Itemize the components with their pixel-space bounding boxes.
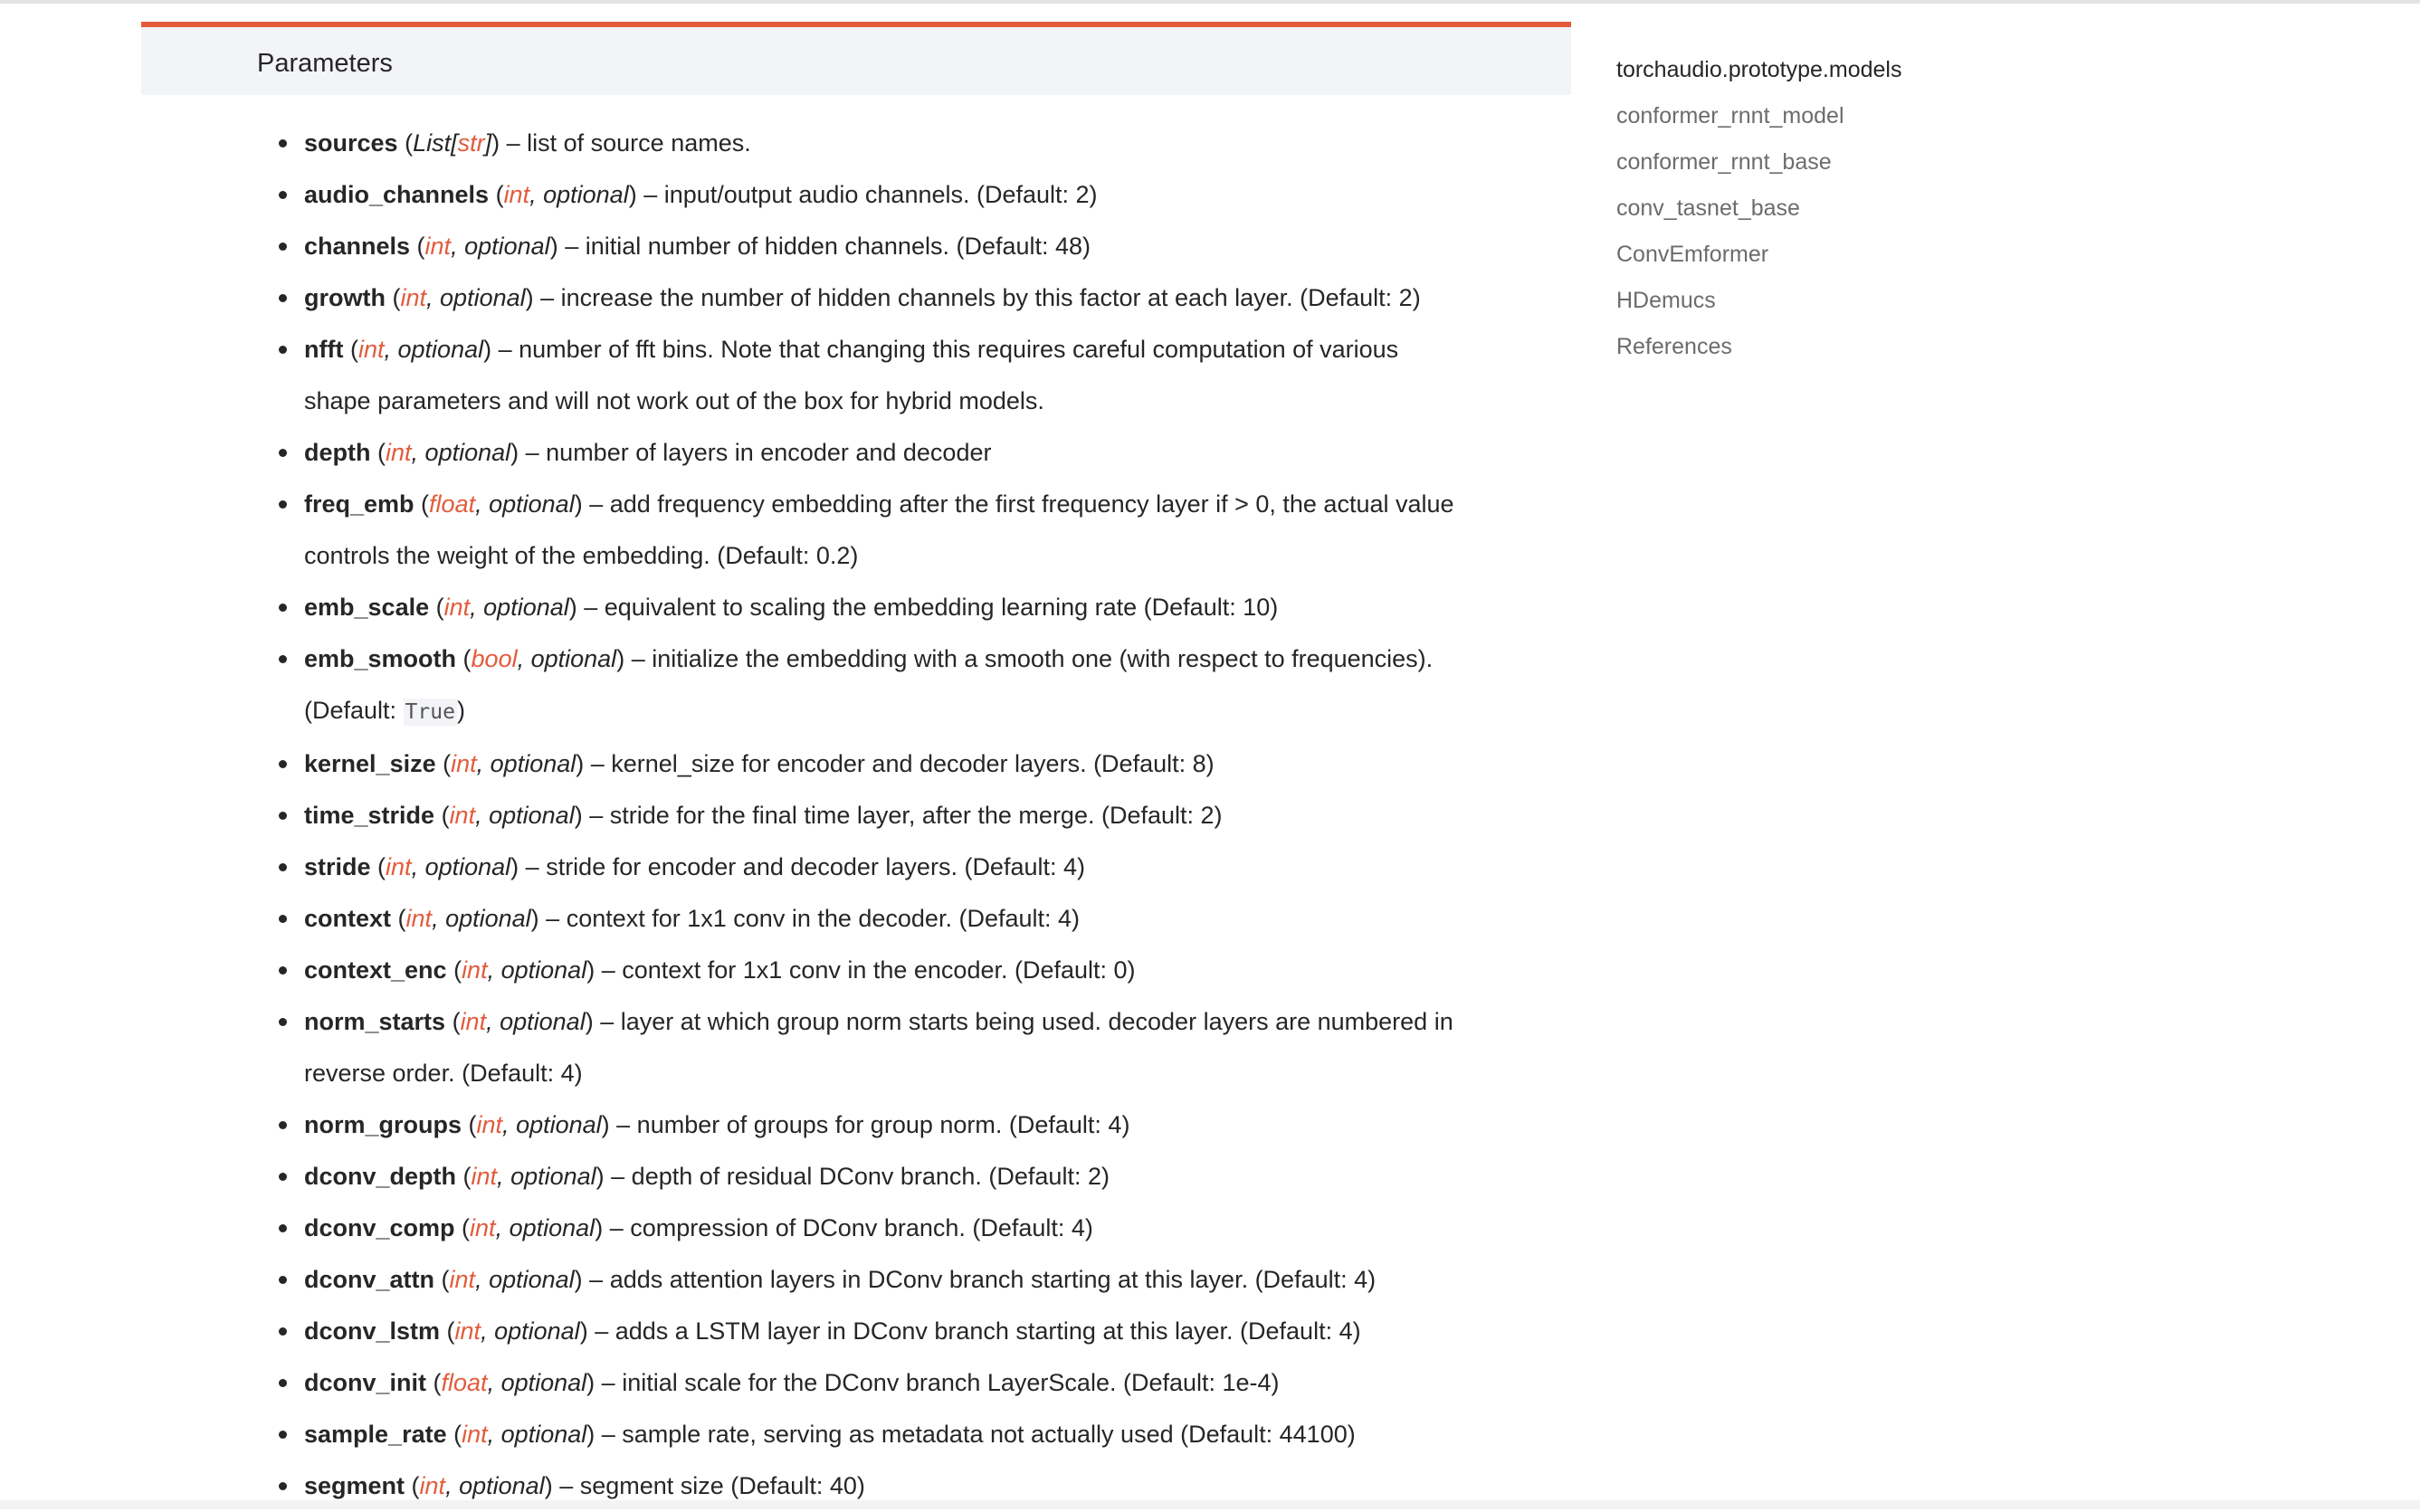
parameter-name: segment xyxy=(304,1472,405,1499)
parameter-item xyxy=(272,479,1575,582)
optional-label: optional xyxy=(459,1472,545,1499)
parameter-description: – context for 1x1 conv in the encoder. (Default: 0) xyxy=(595,956,1136,984)
parameters-title: Parameters xyxy=(257,49,393,78)
parameter-type-link[interactable]: int xyxy=(476,1111,503,1138)
parameter-type-link[interactable]: int xyxy=(451,750,477,777)
paren: ( xyxy=(462,1111,477,1138)
parameter-name: emb_scale xyxy=(304,594,430,621)
paren: ( xyxy=(435,750,452,777)
parameter-description: – adds attention layers in DConv branch starting at this layer. (Default: 4) xyxy=(582,1266,1377,1293)
parameter-type-link[interactable]: str xyxy=(457,129,485,157)
paren: ) xyxy=(491,129,500,157)
parameter-description: – number of groups for group norm. (Default: 4) xyxy=(609,1111,1130,1138)
paren: ( xyxy=(370,853,386,880)
table-of-contents xyxy=(1616,47,1901,370)
parameter-type-link[interactable]: int xyxy=(400,284,427,311)
parameters-header xyxy=(141,22,1571,95)
paren: ( xyxy=(456,645,472,672)
comma: , xyxy=(481,1317,495,1345)
optional-label: optional xyxy=(483,594,569,621)
parameter-description: – compression of DConv branch. (Default: 4) xyxy=(603,1214,1093,1241)
parameter-description: – list of source names. xyxy=(500,129,751,157)
parameter-description: – initial scale for the DConv branch LayerScale. (Default: 1e-4) xyxy=(595,1369,1280,1396)
parameter-name: dconv_attn xyxy=(304,1266,435,1293)
paren: ( xyxy=(429,594,444,621)
parameter-description: – adds a LSTM layer in DConv branch starting at this layer. (Default: 4) xyxy=(587,1317,1361,1345)
parameter-description: – add frequency embedding after the first frequency layer if > 0, the actual value xyxy=(582,490,1454,518)
optional-label: optional xyxy=(489,490,575,518)
parameter-name: emb_smooth xyxy=(304,645,457,672)
parameter-name: norm_starts xyxy=(304,1008,446,1035)
parameter-description: – layer at which group norm starts being used. decoder layers are numbered in xyxy=(593,1008,1453,1035)
bottom-edge xyxy=(0,1500,2420,1509)
parameter-name: channels xyxy=(304,233,411,260)
parameter-description-continued: reverse order. (Default: 4) xyxy=(304,1060,583,1087)
optional-label: optional xyxy=(516,1111,602,1138)
paren: ( xyxy=(385,284,401,311)
parameter-item xyxy=(272,1254,1575,1306)
paren: ) xyxy=(456,697,465,724)
parameter-item xyxy=(272,842,1575,893)
top-divider xyxy=(0,0,2420,4)
optional-label: optional xyxy=(489,802,575,829)
optional-label: optional xyxy=(500,956,587,984)
comma: , xyxy=(495,1214,510,1241)
parameter-type-link[interactable]: float xyxy=(441,1369,488,1396)
comma: , xyxy=(426,284,441,311)
parameter-type-link[interactable]: int xyxy=(454,1317,481,1345)
toc-link-conformer-rnnt-model[interactable]: conformer_rnnt_model xyxy=(1616,103,1844,128)
comma: , xyxy=(475,490,490,518)
optional-label: optional xyxy=(530,645,617,672)
optional-label: optional xyxy=(509,1214,595,1241)
paren: ( xyxy=(370,439,386,466)
paren: ) xyxy=(576,750,585,777)
optional-label: optional xyxy=(445,905,531,932)
parameter-description: – context for 1x1 conv in the decoder. (Default: 4) xyxy=(538,905,1081,932)
parameter-item xyxy=(272,221,1575,272)
paren: ( xyxy=(343,336,358,363)
optional-label: optional xyxy=(489,1266,575,1293)
comma: , xyxy=(432,905,446,932)
comma: , xyxy=(486,1008,500,1035)
parameter-type-link[interactable]: int xyxy=(470,1214,496,1241)
paren: ( xyxy=(445,1008,461,1035)
parameter-item xyxy=(272,1151,1575,1203)
parameter-name: audio_channels xyxy=(304,181,490,208)
type-prefix: List[ xyxy=(413,129,458,157)
optional-label: optional xyxy=(500,1008,586,1035)
parameter-name: nfft xyxy=(304,336,344,363)
paren: ( xyxy=(440,1317,455,1345)
parameter-type-link[interactable]: float xyxy=(429,490,476,518)
parameter-item xyxy=(272,1306,1575,1357)
paren: ) xyxy=(510,439,519,466)
parameter-name: growth xyxy=(304,284,386,311)
parameter-type-link[interactable]: int xyxy=(449,802,476,829)
parameter-item xyxy=(272,790,1575,842)
paren: ) xyxy=(601,1111,610,1138)
parameter-description: – depth of residual DConv branch. (Default: 2) xyxy=(604,1163,1110,1190)
parameter-name: stride xyxy=(304,853,371,880)
paren: ) xyxy=(595,1214,604,1241)
comma: , xyxy=(502,1111,517,1138)
parameter-description-continued: controls the weight of the embedding. (Default: 0.2) xyxy=(304,542,859,569)
comma: , xyxy=(411,853,425,880)
parameter-description: – kernel_size for encoder and decoder layers. (Default: 8) xyxy=(584,750,1215,777)
paren: ( xyxy=(426,1369,442,1396)
paren: ( xyxy=(414,490,430,518)
parameter-description: – input/output audio channels. (Default: 2) xyxy=(636,181,1098,208)
parameter-list xyxy=(272,118,1575,1512)
paren: ( xyxy=(405,1472,420,1499)
parameter-item xyxy=(272,1099,1575,1151)
parameter-name: time_stride xyxy=(304,802,435,829)
comma: , xyxy=(529,181,544,208)
parameter-type-link[interactable]: int xyxy=(405,905,433,932)
comma: , xyxy=(451,233,465,260)
comma: , xyxy=(470,594,484,621)
toc-link-hdemucs[interactable]: HDemucs xyxy=(1616,288,1716,313)
paren: ) xyxy=(579,1317,588,1345)
parameter-item xyxy=(272,1357,1575,1409)
parameter-description: – sample rate, serving as metadata not actually used (Default: 44100) xyxy=(595,1421,1356,1448)
comma: , xyxy=(411,439,425,466)
paren: ( xyxy=(397,129,414,157)
toc-link-conv-tasnet-base[interactable]: conv_tasnet_base xyxy=(1616,195,1800,221)
parameter-type-link[interactable]: int xyxy=(386,853,412,880)
paren: ( xyxy=(410,233,425,260)
parameter-type-link[interactable]: int xyxy=(503,181,530,208)
paren: ) xyxy=(616,645,625,672)
parameter-item xyxy=(272,1409,1575,1460)
parameter-name: context xyxy=(304,905,392,932)
parameter-name: dconv_lstm xyxy=(304,1317,441,1345)
paren: ( xyxy=(489,181,504,208)
optional-label: optional xyxy=(500,1421,587,1448)
parameter-type-link[interactable]: int xyxy=(443,594,471,621)
optional-label: optional xyxy=(424,439,511,466)
parameter-name: sources xyxy=(304,129,398,157)
parameter-description: – number of layers in encoder and decoder xyxy=(519,439,992,466)
parameter-item xyxy=(272,169,1575,221)
optional-label: optional xyxy=(510,1163,596,1190)
parameter-name: freq_emb xyxy=(304,490,414,518)
comma: , xyxy=(384,336,398,363)
parameter-description: – initial number of hidden channels. (Default: 48) xyxy=(557,233,1091,260)
parameter-name: sample_rate xyxy=(304,1421,447,1448)
comma: , xyxy=(476,750,491,777)
paren: ( xyxy=(446,956,462,984)
parameter-type-link[interactable]: int xyxy=(471,1163,498,1190)
parameter-name: dconv_comp xyxy=(304,1214,455,1241)
paren: ) xyxy=(530,905,539,932)
parameter-type-link[interactable]: int xyxy=(419,1472,446,1499)
toc-link-conformer-rnnt-base[interactable]: conformer_rnnt_base xyxy=(1616,149,1832,175)
comma: , xyxy=(475,1266,490,1293)
parameter-description: – increase the number of hidden channels by this factor at each layer. (Default: 2) xyxy=(533,284,1421,311)
paren: ( xyxy=(434,802,450,829)
comma: , xyxy=(487,1369,501,1396)
parameter-description: – initialize the embedding with a smooth one (with respect to frequencies). xyxy=(624,645,1434,672)
comma: , xyxy=(487,956,501,984)
paren: ( xyxy=(446,1421,462,1448)
paren: ( xyxy=(391,905,406,932)
parameter-name: context_enc xyxy=(304,956,447,984)
comma: , xyxy=(487,1421,501,1448)
optional-label: optional xyxy=(490,750,576,777)
parameter-type-link[interactable]: int xyxy=(357,336,385,363)
parameter-name: dconv_depth xyxy=(304,1163,457,1190)
parameter-description: – number of fft bins. Note that changing this requires careful computation of various xyxy=(491,336,1399,363)
parameter-item xyxy=(272,582,1575,633)
paren: ) xyxy=(544,1472,553,1499)
optional-label: optional xyxy=(500,1369,587,1396)
comma: , xyxy=(475,802,490,829)
parameter-description-continued: shape parameters and will not work out of the box for hybrid models. xyxy=(304,387,1044,414)
paren: ) xyxy=(586,1369,595,1396)
parameter-description: – equivalent to scaling the embedding learning rate (Default: 10) xyxy=(576,594,1279,621)
paren: ) xyxy=(586,1421,595,1448)
paren: ) xyxy=(574,1266,583,1293)
paren: ) xyxy=(525,284,534,311)
parameter-type-link[interactable]: int xyxy=(449,1266,476,1293)
optional-label: optional xyxy=(440,284,526,311)
parameter-type-link[interactable]: int xyxy=(386,439,412,466)
parameter-item xyxy=(272,272,1575,324)
parameter-item xyxy=(272,427,1575,479)
parameter-name: kernel_size xyxy=(304,750,436,777)
optional-label: optional xyxy=(397,336,484,363)
paren: ) xyxy=(483,336,492,363)
parameter-type-link[interactable]: int xyxy=(462,1421,488,1448)
paren: ( xyxy=(456,1163,472,1190)
parameter-item xyxy=(272,1203,1575,1254)
optional-label: optional xyxy=(464,233,550,260)
comma: , xyxy=(445,1472,460,1499)
paren: ) xyxy=(586,956,595,984)
comma: , xyxy=(517,645,531,672)
parameter-name: dconv_init xyxy=(304,1369,427,1396)
paren: ( xyxy=(454,1214,471,1241)
toc-title-link[interactable]: torchaudio.prototype.models xyxy=(1616,57,1902,82)
paren: ( xyxy=(434,1266,450,1293)
paren: ) xyxy=(549,233,558,260)
parameter-name: depth xyxy=(304,439,371,466)
optional-label: optional xyxy=(494,1317,580,1345)
parameter-item xyxy=(272,738,1575,790)
parameter-type-link[interactable]: bool xyxy=(471,645,518,672)
parameter-item xyxy=(272,324,1575,427)
parameter-type-link[interactable]: int xyxy=(460,1008,487,1035)
paren: ) xyxy=(574,802,583,829)
parameter-type-link[interactable]: int xyxy=(462,956,488,984)
optional-label: optional xyxy=(543,181,629,208)
comma: , xyxy=(497,1163,511,1190)
toc-link-convemformer[interactable]: ConvEmformer xyxy=(1616,242,1769,267)
paren: ) xyxy=(628,181,637,208)
parameter-item xyxy=(272,633,1575,738)
paren: ) xyxy=(568,594,577,621)
parameter-description: – segment size (Default: 40) xyxy=(552,1472,865,1499)
parameter-item xyxy=(272,945,1575,996)
default-value-code: True xyxy=(405,700,455,724)
parameter-type-link[interactable]: int xyxy=(424,233,452,260)
optional-label: optional xyxy=(424,853,511,880)
parameter-item xyxy=(272,118,1575,169)
paren: ) xyxy=(574,490,583,518)
parameter-description-continued: (Default: xyxy=(304,697,404,724)
parameter-description: – stride for encoder and decoder layers. (Default: 4) xyxy=(519,853,1085,880)
parameter-item xyxy=(272,996,1575,1099)
paren: ) xyxy=(585,1008,594,1035)
paren: ) xyxy=(510,853,519,880)
parameter-name: norm_groups xyxy=(304,1111,462,1138)
type-suffix: ] xyxy=(484,129,492,157)
parameter-item xyxy=(272,893,1575,945)
toc-link-references[interactable]: References xyxy=(1616,334,1732,359)
paren: ) xyxy=(595,1163,605,1190)
parameter-description: – stride for the final time layer, after the merge. (Default: 2) xyxy=(582,802,1223,829)
